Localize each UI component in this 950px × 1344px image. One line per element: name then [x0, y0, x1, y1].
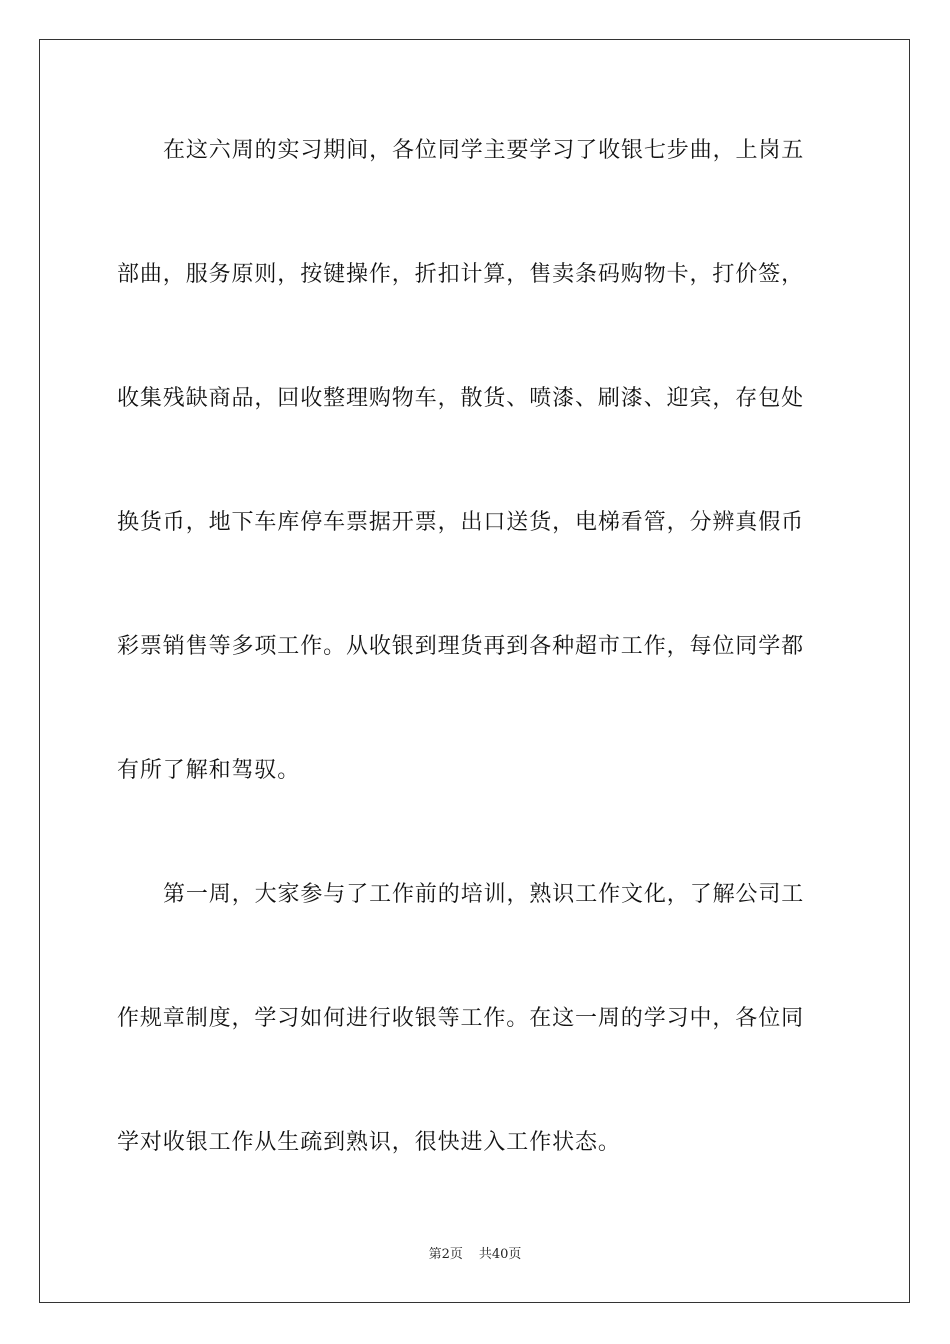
paragraph-1-line-3: 收集残缺商品，回收整理购物车，散货、喷漆、刷漆、迎宾，存包处 [117, 386, 805, 411]
page-total: 共40页 [478, 1247, 522, 1262]
paragraph-1-line-5: 彩票销售等多项工作。从收银到理货再到各种超市工作，每位同学都 [117, 634, 805, 659]
paragraph-1-line-6: 有所了解和驾驭。 [117, 758, 301, 783]
page-footer [0, 1246, 950, 1264]
paragraph-2-line-3: 学对收银工作从生疏到熟识，很快进入工作状态。 [117, 1130, 621, 1155]
paragraph-1-line-1: 在这六周的实习期间，各位同学主要学习了收银七步曲，上岗五 [163, 138, 805, 163]
paragraph-1-line-4: 换货币，地下车库停车票据开票，出口送货，电梯看管，分辨真假币 [117, 510, 805, 535]
paragraph-1-line-2: 部曲，服务原则，按键操作，折扣计算，售卖条码购物卡，打价签， [117, 262, 805, 287]
page-number: 第2页 [428, 1247, 463, 1262]
paragraph-2-line-2: 作规章制度，学习如何进行收银等工作。在这一周的学习中，各位同 [117, 1006, 805, 1031]
page-border [39, 39, 910, 1303]
paragraph-2-line-1: 第一周，大家参与了工作前的培训，熟识工作文化，了解公司工 [163, 882, 805, 907]
